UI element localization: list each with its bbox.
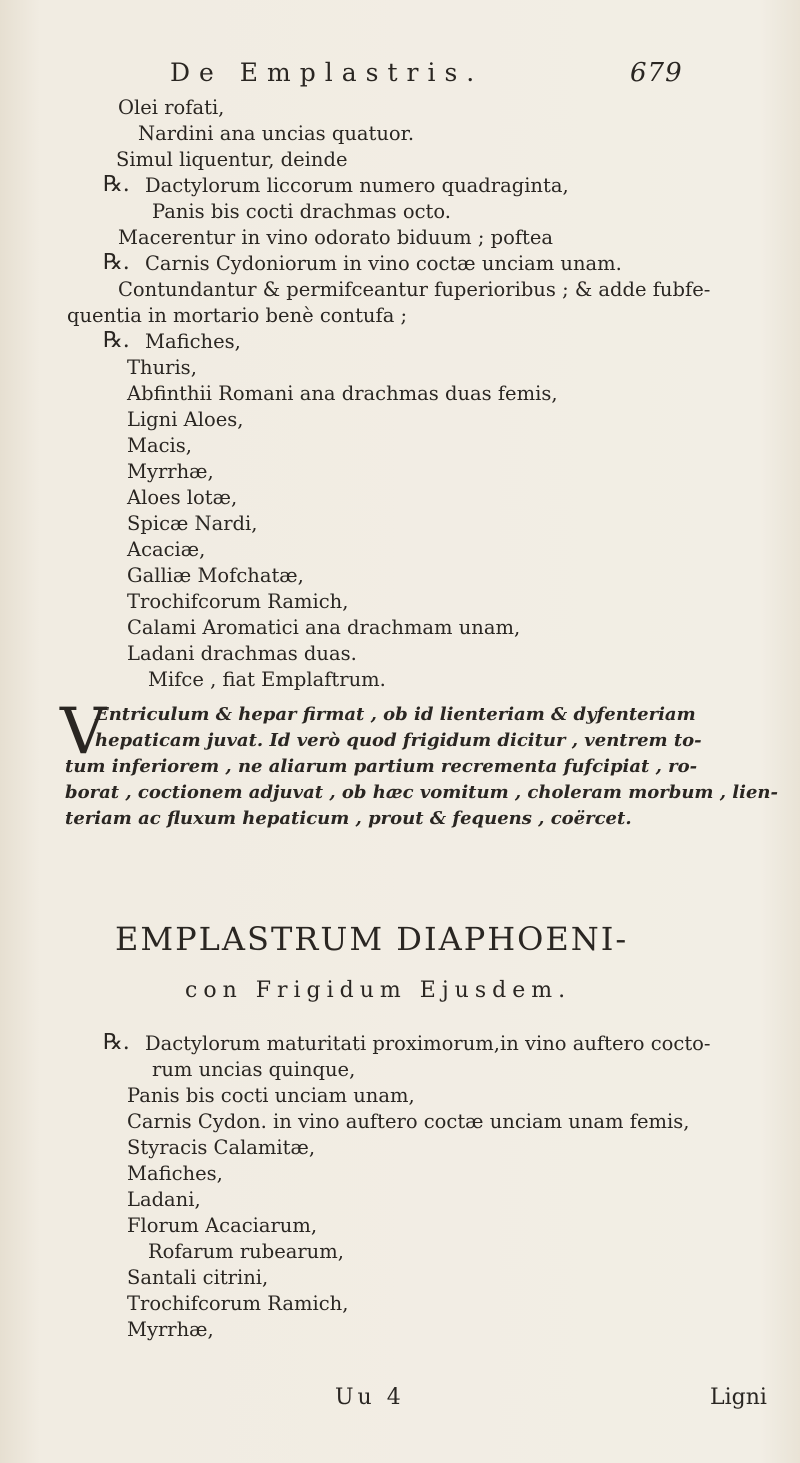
text-line: Trochifcorum Ramich, [127,1292,349,1315]
recipe-symbol: ℞. [103,1030,130,1055]
paragraph-line: Entriculum & hepar firmat , ob id lienteriam & dyfenteriam [95,704,696,725]
signature-mark: Uu 4 [335,1385,405,1410]
text-line: Dactylorum maturitati proximorum,in vino auftero cocto- [145,1032,711,1055]
recipe-symbol: ℞. [103,328,130,353]
paragraph-line: hepaticam juvat. Id verò quod frigidum dicitur , ventrem to- [95,730,702,751]
paragraph-line: teriam ac fluxum hepaticum , prout & fequens , coërcet. [65,808,632,829]
text-line: Aloes lotæ, [127,486,238,509]
section-subtitle: con Frigidum Ejusdem. [185,978,572,1003]
paragraph-line: tum inferiorem , ne aliarum partium recrementa fufcipiat , ro- [65,756,698,777]
header-title: De Emplastris. [170,58,484,87]
text-line: Acaciæ, [127,538,206,561]
text-line: Ladani, [127,1188,201,1211]
running-header [170,58,690,98]
text-line: Galliæ Mofchatæ, [127,564,304,587]
text-line: Ladani drachmas duas. [127,642,357,665]
text-line: Santali citrini, [127,1266,269,1289]
text-line: Carnis Cydon. in vino auftero coctæ unciam unam femis, [127,1110,690,1133]
text-line: Myrrhæ, [127,460,214,483]
italic-paragraph [65,702,778,832]
text-line: Thuris, [127,356,197,379]
recipe-symbol: ℞. [103,250,130,275]
text-line: Spicæ Nardi, [127,512,258,535]
text-line: Panis bis cocti unciam unam, [127,1084,415,1107]
text-line: Mifce , fiat Emplaftrum. [148,668,386,691]
text-line: Simul liquentur, deinde [116,148,348,171]
text-line: rum uncias quinque, [152,1058,356,1081]
text-line: Dactylorum liccorum numero quadraginta, [145,174,569,197]
text-line: quentia in mortario benè contufa ; [67,304,408,327]
text-line: Rofarum rubearum, [148,1240,344,1263]
text-line: Olei rofati, [118,96,225,119]
section-title: EMPLASTRUM DIAPHOENI- [115,920,629,958]
text-line: Florum Acaciarum, [127,1214,318,1237]
text-line: Calami Aromatici ana drachmam unam, [127,616,521,639]
text-line: Mafiches, [145,330,241,353]
text-line: Macerentur in vino odorato biduum ; poftea [118,226,554,249]
drop-cap: V [60,695,107,769]
text-line: Trochifcorum Ramich, [127,590,349,613]
text-line: Abfinthii Romani ana drachmas duas femis, [127,382,558,405]
recipe-symbol: ℞. [103,172,130,197]
text-line: Myrrhæ, [127,1318,214,1341]
text-line: Ligni Aloes, [127,408,244,431]
text-line: Styracis Calamitæ, [127,1136,316,1159]
text-line: Contundantur & permifceantur fuperioribus ; & adde fubfe- [118,278,711,301]
text-line: Macis, [127,434,192,457]
text-line: Panis bis cocti drachmas octo. [152,200,451,223]
text-line: Nardini ana uncias quatuor. [138,122,415,145]
paragraph-line: borat , coctionem adjuvat , ob hæc vomitum , choleram morbum , lien- [65,782,778,803]
catchword: Ligni [710,1385,767,1410]
text-line: Mafiches, [127,1162,223,1185]
page-number: 679 [630,58,683,88]
text-line: Carnis Cydoniorum in vino coctæ unciam unam. [145,252,622,275]
